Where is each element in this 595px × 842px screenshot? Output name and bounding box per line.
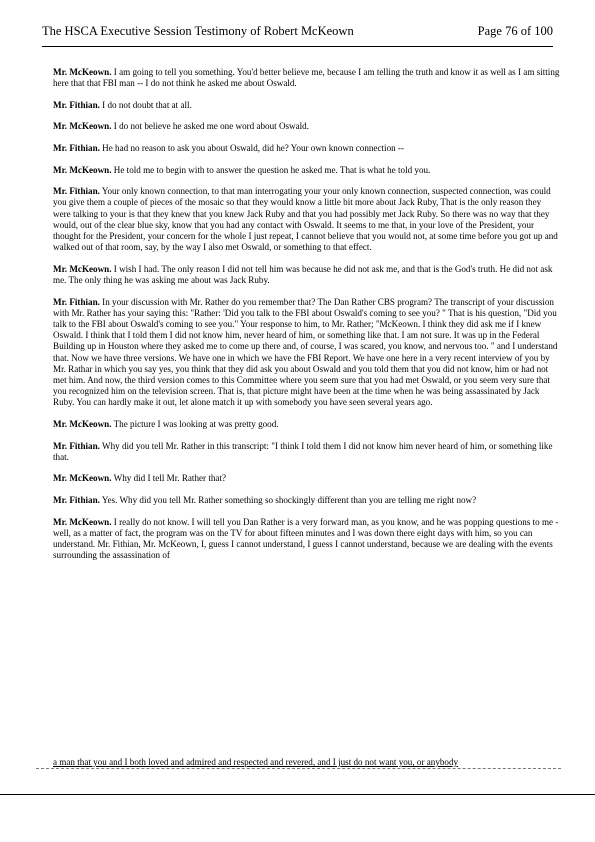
transcript-paragraph — [53, 441, 561, 463]
transcript-paragraph — [53, 121, 561, 132]
transcript-paragraph — [53, 495, 561, 506]
header-rule — [42, 46, 553, 47]
speech-text: I really do not know. I will tell you Dan Rather is a very forward man, as you know, and he was popping questions to me -well, as a matter of fact, the program was on the TV for about fifteen minutes and I was down there eight days with him, so you can understand. Mr. Fithian, Mr. McKeown, I, guess I cannot understand, I guess I cannot understand, because we are dealing with the events surrounding the assassination of — [53, 516, 559, 561]
speaker-name: Mr. McKeown. — [53, 473, 112, 484]
speaker-name: Mr. Fithian. — [53, 296, 100, 307]
speaker-name: Mr. McKeown. — [53, 516, 112, 527]
transcript-body — [53, 67, 561, 572]
speech-text: Your only known connection, to that man interrogating your your only known connection, suspected connection, was could you give them a couple of pieces of the mosaic so that they would know a little bit more about Jack Ruby, That is the only reason they were talking to your is that they knew that you knew Jack Ruby and that you had possibly met Jack Ruby. So there was no way that they would, out of the clear blue sky, know that you had any contact with Oswald. It seems to me that, in your love of the President, your thought for the President, your concern for the whole I just repeat, I cannot believe that you would not, at some time before you got up and walked out of that room, say, by the way I also met Oswald, or something to that effect. — [53, 186, 558, 253]
speech-text: He had no reason to ask you about Oswald, did he? Your own known connection -- — [99, 142, 404, 153]
speaker-name: Mr. McKeown. — [53, 121, 112, 132]
transcript-paragraph — [53, 186, 561, 253]
speech-text: Yes. Why did you tell Mr. Rather something so shockingly different than you are telling me right now? — [99, 494, 477, 505]
speech-text: I do not believe he asked me one word about Oswald. — [111, 121, 309, 132]
speaker-name: Mr. McKeown. — [53, 164, 112, 175]
speech-text: He told me to begin with to answer the question he asked me. That is what he told you. — [111, 164, 431, 175]
document-title: The HSCA Executive Session Testimony of Robert McKeown — [42, 24, 354, 38]
transcript-paragraph — [53, 264, 561, 286]
footer-rule — [0, 794, 595, 795]
speech-text: In your discussion with Mr. Rather do you remember that? The Dan Rather CBS program? The transcript of your discussion with Mr. Rather has your saying this: "Rather: 'Did you talk to the FBI about Oswald's coming to see you? " That is his question, "Did you talk to the FBI about Oswald's coming to see you." Your response to him, to Mr. Rather; "McKeown. I think they did ask me if I knew Oswald. I think that I told them I did not know him, never heard of him, or something like that. I am not sure. It was up in the Federal Building up in Houston where they asked me to come up there and, of course, I was scared, you know, and nervous too. " and I understand that. Now we have three versions. We have one in which we have the FBI Report. We have one here in a very recent interview of you by Mr. Rathar in which you say yes, you think that they did ask you about Oswald and you told them that you did not know, him or had not met him. And now, the third version comes to this Committee where you seem sure that you had met Oswald, or you seem very sure that you recognized him on the television screen. That is, that picture might have been at the time when he was being assassinated by Jack Ruby. You can hardly make it out, let alone match it up with somebody you have seen several years ago. — [53, 296, 558, 408]
speaker-name: Mr. Fithian. — [53, 142, 100, 153]
transcript-paragraph — [53, 473, 561, 484]
speaker-name: Mr. Fithian. — [53, 186, 100, 197]
transcript-paragraph — [53, 297, 561, 409]
page-header — [42, 24, 553, 42]
transcript-paragraph — [53, 165, 561, 176]
transcript-paragraph — [53, 419, 561, 430]
speech-text: I do not doubt that at all. — [99, 99, 192, 110]
transcript-paragraph — [53, 517, 561, 562]
speaker-name: Mr. McKeown. — [53, 67, 112, 77]
clip-dashed-rule — [36, 768, 561, 769]
transcript-paragraph — [53, 100, 561, 111]
speech-text: I wish I had. The only reason I did not tell him was because he did not ask me, and that is the God's truth. He did not ask me. The only thing he was asking me about was Jack Ruby. — [53, 263, 553, 285]
speaker-name: Mr. Fithian. — [53, 440, 100, 451]
speech-text: Why did you tell Mr. Rather in this transcript: "I think I told them I did not know him never heard of him, or something like that. — [53, 440, 553, 462]
page-number: Page 76 of 100 — [477, 24, 553, 38]
speaker-name: Mr. McKeown. — [53, 419, 112, 429]
transcript-paragraph — [53, 67, 561, 89]
speech-text: I am going to tell you something. You'd better believe me, because I am telling the truth and know it as well as I am sitting here that that FBI man -- I do not think he asked me about Oswald. — [53, 67, 560, 89]
speaker-name: Mr. McKeown. — [53, 263, 112, 274]
speaker-name: Mr. Fithian. — [53, 99, 100, 110]
speaker-name: Mr. Fithian. — [53, 494, 100, 505]
speech-text: Why did I tell Mr. Rather that? — [111, 473, 227, 484]
transcript-paragraph — [53, 143, 561, 154]
clipped-last-line: a man that you and I both loved and admired and respected and revered, and I just do not want you, or anybody — [53, 757, 459, 767]
speech-text: The picture I was looking at was pretty good. — [111, 419, 279, 429]
